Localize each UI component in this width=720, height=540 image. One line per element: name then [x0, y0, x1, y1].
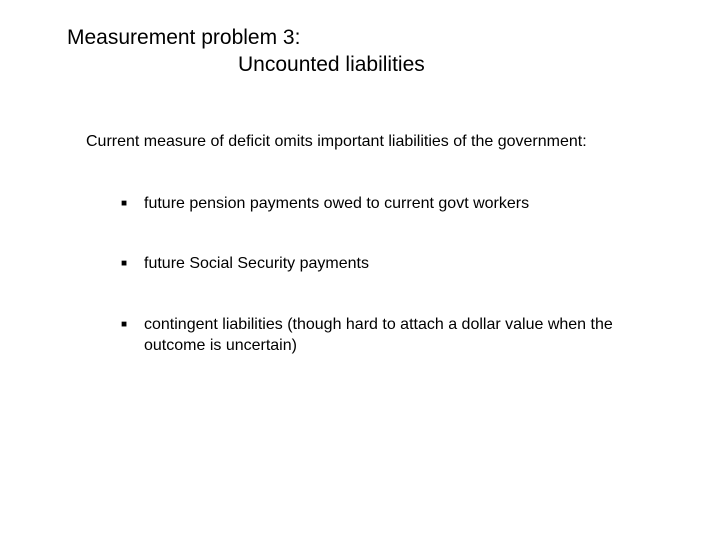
list-item	[121, 314, 661, 356]
bullet-text: future pension payments owed to current govt workers	[144, 195, 530, 212]
slide-title	[67, 24, 425, 78]
bullet-text: contingent liabilities (though hard to attach a dollar value when the outcome is uncertain)	[144, 316, 613, 354]
bullet-text: future Social Security payments	[144, 255, 369, 272]
intro-text: Current measure of deficit omits important liabilities of the government:	[86, 133, 587, 150]
square-bullet-icon: ■	[121, 258, 128, 269]
title-line-2: Uncounted liabilities	[238, 53, 425, 76]
title-line-1: Measurement problem 3:	[67, 26, 301, 49]
list-item	[121, 193, 661, 214]
square-bullet-icon: ■	[121, 198, 128, 209]
list-item	[121, 253, 661, 274]
square-bullet-icon: ■	[121, 319, 128, 330]
